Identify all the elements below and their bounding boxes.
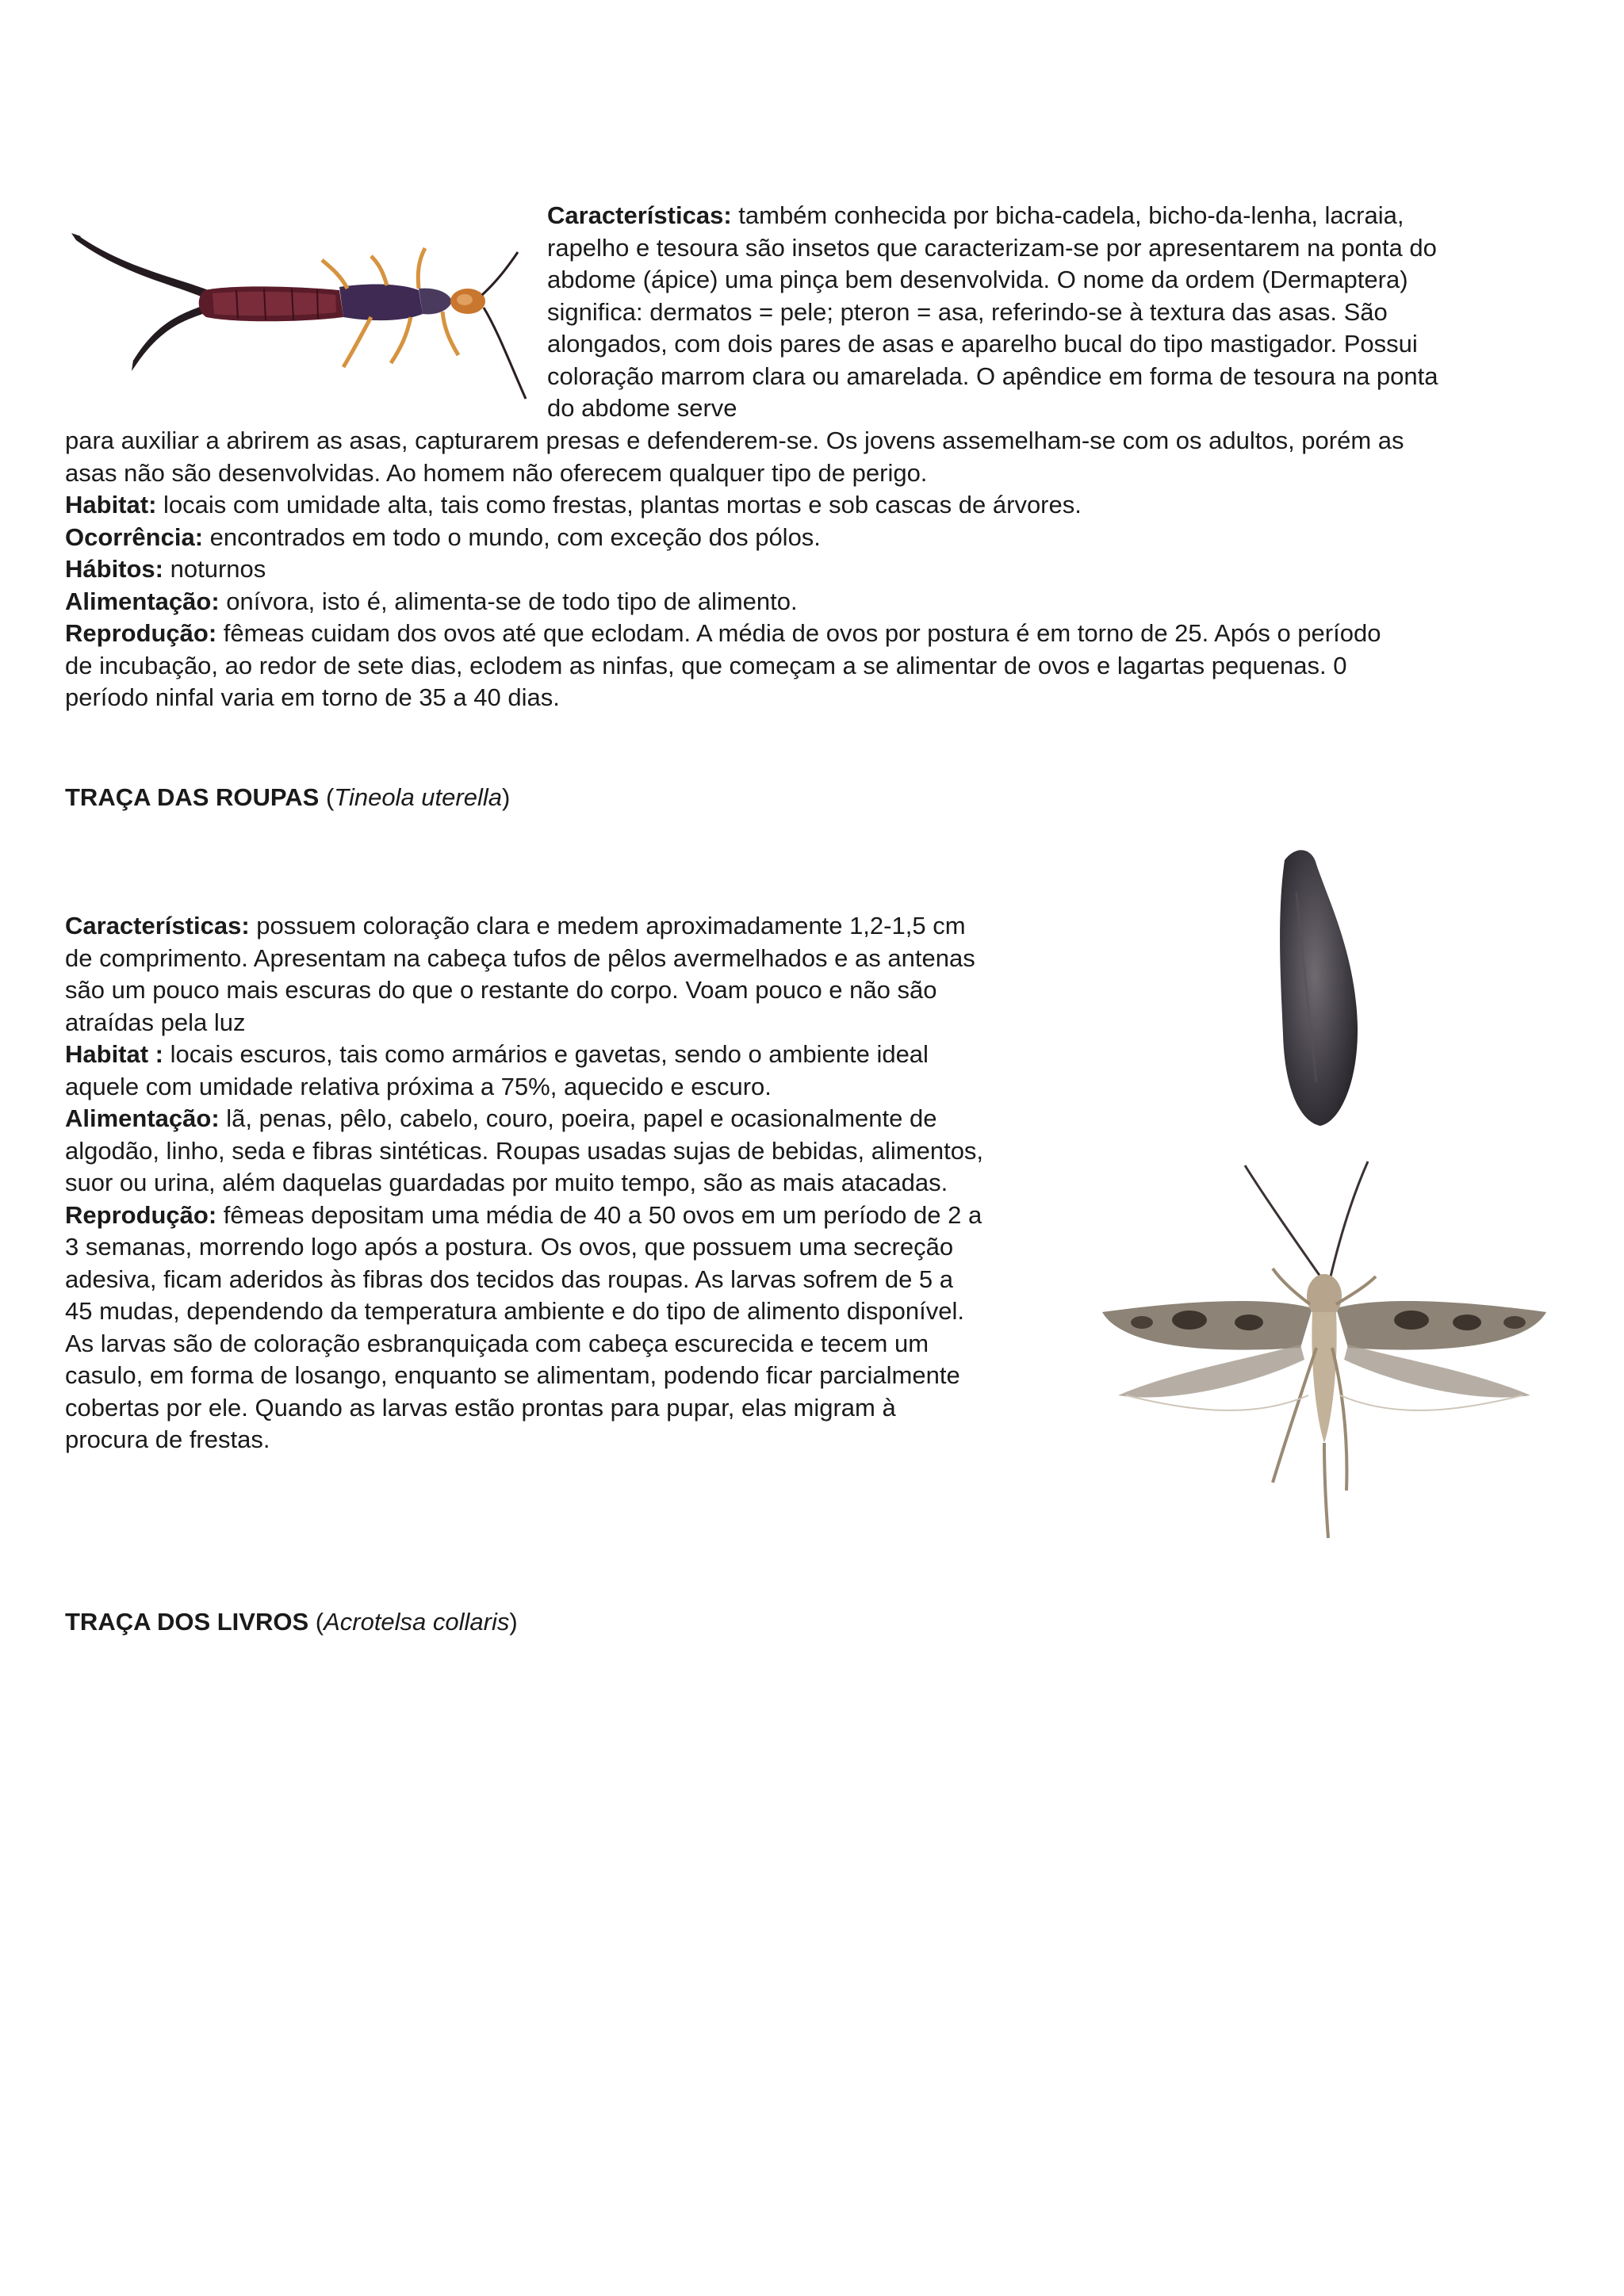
text-line: asas não são desenvolvidas. Ao homem não oferecem qualquer tipo de perigo. — [65, 458, 928, 487]
text-line: coloração marrom clara ou amarelada. O apêndice em forma de tesoura na ponta — [547, 362, 1438, 390]
text-line: possuem coloração clara e medem aproximadamente 1,2-1,5 cm — [249, 912, 966, 939]
text-line: do abdome serve — [547, 394, 737, 422]
text-line: alongados, com dois pares de asas e aparelho bucal do tipo mastigador. Possui — [547, 330, 1418, 358]
scientific-name: Acrotelsa collaris — [324, 1608, 510, 1636]
habitos-line — [65, 553, 1588, 586]
larva-case-image — [1253, 844, 1372, 1130]
text-line: rapelho e tesoura são insetos que caracterizam-se por apresentarem na ponta do — [547, 233, 1437, 262]
label-alimentacao: Alimentação: — [65, 1104, 220, 1132]
label-habitat: Habitat : — [65, 1040, 163, 1068]
text-line: fêmeas depositam uma média de 40 a 50 ovos em um período de 2 a — [216, 1200, 982, 1229]
reproducao-line — [65, 618, 1588, 650]
label-ocorrencia: Ocorrência: — [65, 522, 204, 551]
moth-icon — [1094, 1158, 1554, 1546]
text-line: algodão, linho, seda e fibras sintéticas. Roupas usadas sujas de bebidas, alimentos, — [65, 1136, 984, 1165]
text-line: também conhecida por bicha-cadela, bicho-da-lenha, lacraia, — [738, 201, 1404, 229]
text-line: significa: dermatos = pele; pteron = asa, referindo-se à textura das asas. São — [547, 297, 1388, 326]
scientific-name: Tineola uterella — [334, 783, 502, 811]
label-habitat: Habitat: — [65, 491, 157, 519]
label-habitos: Hábitos: — [65, 555, 163, 583]
habitat-text: locais com umidade alta, tais como frestas, plantas mortas e sob cascas de árvores. — [156, 491, 1082, 519]
text-line: lã, penas, pêlo, cabelo, couro, poeira, papel e ocasionalmente de — [219, 1104, 937, 1132]
text-line: casulo, em forma de losango, enquanto se alimentam, podendo ficar parcialmente — [65, 1361, 960, 1389]
text-line: procura de frestas. — [65, 1425, 270, 1453]
traca-roupas-details — [65, 910, 1096, 1456]
text-line: de incubação, ao redor de sete dias, eclodem as ninfas, que começam a se alimentar de ovos e lagartas pequenas. 0 — [65, 651, 1347, 679]
earwig-icon — [70, 228, 530, 411]
section-title: TRAÇA DOS LIVROS — [65, 1608, 309, 1636]
habitos-text: noturnos — [163, 555, 266, 583]
section-title: TRAÇA DAS ROUPAS — [65, 783, 320, 811]
paren-open: ( — [319, 783, 335, 811]
text-line: atraídas pela luz — [65, 1008, 246, 1036]
earwig-characteristics — [547, 200, 1562, 425]
text-line: cobertas por ele. Quando as larvas estão prontas para pupar, elas migram à — [65, 1393, 896, 1422]
label-caracteristicas: Características: — [65, 912, 250, 939]
text-line: fêmeas cuidam dos ovos até que eclodam. A média de ovos por postura é em torno de 25. Após o período — [216, 619, 1381, 647]
text-line: período ninfal varia em torno de 35 a 40 dias. — [65, 683, 560, 711]
heading-traca-livros — [65, 1606, 518, 1638]
heading-traca-roupas — [65, 782, 510, 813]
paren-close: ) — [509, 1608, 518, 1636]
text-line: de comprimento. Apresentam na cabeça tufos de pêlos avermelhados e as antenas — [65, 943, 975, 972]
clothes-moth-image — [1094, 1158, 1554, 1546]
label-reproducao: Reprodução: — [65, 619, 217, 647]
text-line: As larvas são de coloração esbranquiçada com cabeça escurecida e tecem um — [65, 1329, 929, 1357]
text-line: são um pouco mais escuras do que o restante do corpo. Voam pouco e não são — [65, 976, 937, 1004]
larva-case-icon — [1253, 844, 1372, 1130]
earwig-image — [70, 228, 530, 411]
label-alimentacao: Alimentação: — [65, 587, 220, 615]
habitat-line — [65, 489, 1588, 522]
paren-open: ( — [308, 1608, 324, 1636]
ocorrencia-text: encontrados em todo o mundo, com exceção dos pólos. — [203, 522, 821, 551]
text-line: abdome (ápice) uma pinça bem desenvolvida. O nome da ordem (Dermaptera) — [547, 266, 1408, 293]
alimentacao-text: onívora, isto é, alimenta-se de todo tipo de alimento. — [219, 587, 798, 615]
text-line: locais escuros, tais como armários e gavetas, sendo o ambiente ideal — [163, 1040, 929, 1068]
text-line: 3 semanas, morrendo logo após a postura. Os ovos, que possuem uma secreção — [65, 1233, 954, 1261]
text-line: para auxiliar a abrirem as asas, capturarem presas e defenderem-se. Os jovens assemelham-se com os adultos, porém as — [65, 427, 1404, 454]
ocorrencia-line — [65, 522, 1588, 554]
label-reproducao: Reprodução: — [65, 1200, 217, 1229]
alimentacao-line — [65, 586, 1588, 618]
text-line: suor ou urina, além daquelas guardadas por muito tempo, são as mais atacadas. — [65, 1169, 948, 1196]
text-line: adesiva, ficam aderidos às fibras dos tecidos das roupas. As larvas sofrem de 5 a — [65, 1265, 954, 1293]
text-line: 45 mudas, dependendo da temperatura ambiente e do tipo de alimento disponível. — [65, 1297, 964, 1325]
paren-close: ) — [501, 783, 511, 811]
text-line: aquele com umidade relativa próxima a 75%, aquecido e escuro. — [65, 1072, 772, 1100]
earwig-details — [65, 425, 1588, 714]
label-caracteristicas: Características: — [547, 201, 732, 229]
